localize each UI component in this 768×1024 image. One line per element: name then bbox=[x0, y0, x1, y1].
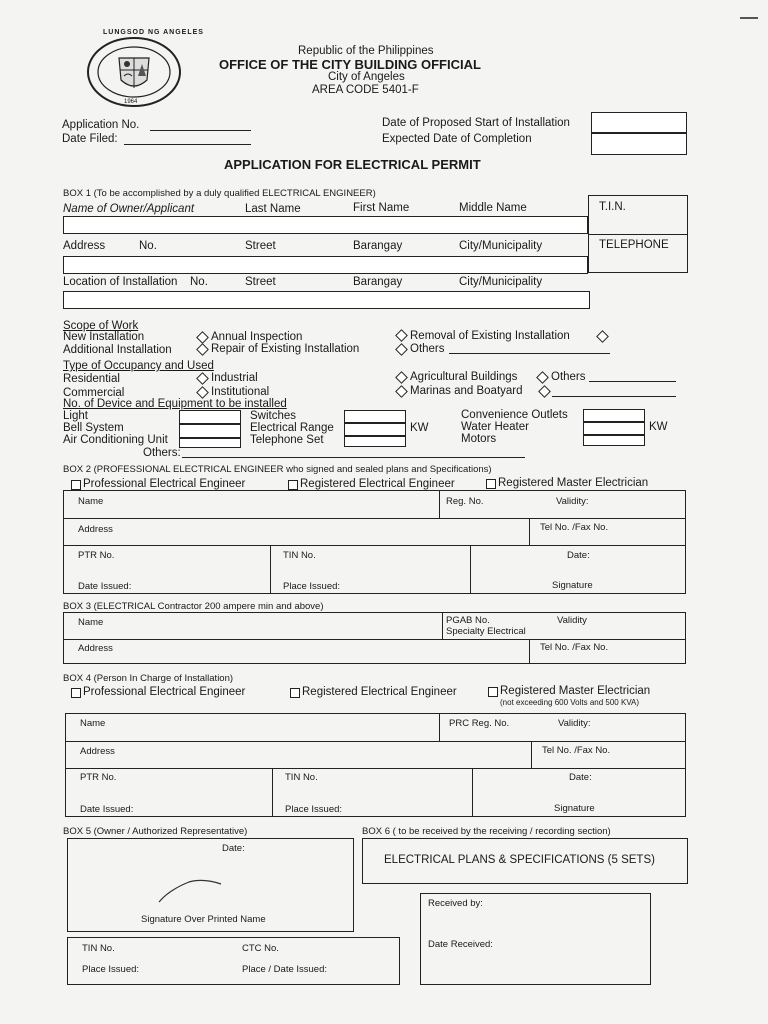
application-no-label: Application No. bbox=[62, 119, 140, 131]
box2-telfax-label: Tel No. /Fax No. bbox=[540, 522, 609, 533]
box2-place-issued-label: Place Issued: bbox=[283, 581, 341, 592]
switches-label: Switches bbox=[250, 410, 297, 422]
address-city-label: City/Municipality bbox=[459, 240, 543, 252]
scan-edge-mark bbox=[740, 17, 758, 19]
location-field[interactable] bbox=[63, 291, 590, 309]
box2-ree-label: Registered Electrical Engineer bbox=[300, 478, 455, 490]
box4-validity-label: Validity: bbox=[558, 718, 591, 729]
new-installation-label: New Installation bbox=[63, 331, 145, 343]
box2-address-label: Address bbox=[78, 524, 113, 535]
address-field[interactable] bbox=[63, 256, 588, 274]
commercial-label: Commercial bbox=[63, 387, 125, 399]
box3-validity-label: Validity bbox=[557, 615, 587, 626]
range-kw-label: KW bbox=[410, 422, 429, 434]
box6-date-received-label: Date Received: bbox=[428, 939, 493, 950]
box4-rme-label: Registered Master Electrician bbox=[500, 685, 651, 697]
outlets-field[interactable] bbox=[583, 409, 645, 422]
tin-label: T.I.N. bbox=[599, 201, 626, 213]
others-scope-field[interactable] bbox=[449, 353, 610, 354]
institutional-option[interactable] bbox=[196, 386, 209, 399]
box4-telfax-label: Tel No. /Fax No. bbox=[542, 745, 611, 756]
range-label: Electrical Range bbox=[250, 422, 334, 434]
last-name-label: Last Name bbox=[245, 203, 301, 215]
box5-title: BOX 5 (Owner / Authorized Representative) bbox=[63, 826, 248, 837]
box4-place-issued-label: Place Issued: bbox=[285, 804, 343, 815]
box3-pgab-label: PGAB No. bbox=[446, 615, 490, 626]
box2-date-label: Date: bbox=[567, 550, 590, 561]
box4-pee-checkbox[interactable] bbox=[71, 688, 81, 698]
box4-prc-label: PRC Reg. No. bbox=[449, 718, 510, 729]
box4-address-label: Address bbox=[80, 746, 115, 757]
box3-telfax-label: Tel No. /Fax No. bbox=[540, 642, 609, 653]
occupancy-title: Type of Occupancy and Used bbox=[63, 360, 214, 372]
box4-rme-note: (not exceeding 600 Volts and 500 KVA) bbox=[500, 698, 640, 707]
box2-rme-label: Registered Master Electrician bbox=[498, 477, 649, 489]
box3-title: BOX 3 (ELECTRICAL Contractor 200 ampere min and above) bbox=[63, 601, 324, 612]
industrial-option[interactable] bbox=[196, 372, 209, 385]
outlets-label: Convenience Outlets bbox=[461, 409, 568, 421]
scope-title: Scope of Work bbox=[63, 320, 139, 332]
industrial-label: Industrial bbox=[211, 372, 258, 384]
address-barangay-label: Barangay bbox=[353, 240, 403, 252]
box4-pee-label: Professional Electrical Engineer bbox=[83, 686, 246, 698]
box5-signature-label: Signature Over Printed Name bbox=[141, 914, 266, 925]
box2-pee-checkbox[interactable] bbox=[71, 480, 81, 490]
box4-title: BOX 4 (Person In Charge of Installation) bbox=[63, 673, 234, 684]
address-street-label: Street bbox=[245, 240, 276, 252]
box2-validity-label: Validity: bbox=[556, 496, 589, 507]
light-label: Light bbox=[63, 410, 88, 422]
box2-signature-label: Signature bbox=[552, 580, 593, 591]
owner-name-field[interactable] bbox=[63, 216, 588, 234]
removal-option[interactable] bbox=[395, 329, 408, 342]
residential-label: Residential bbox=[63, 373, 120, 385]
box3-specialty-label: Specialty Electrical bbox=[446, 626, 526, 637]
box5-tin-label: TIN No. bbox=[82, 943, 115, 954]
box2-rme-checkbox[interactable] bbox=[486, 479, 496, 489]
telset-field[interactable] bbox=[344, 436, 406, 447]
annual-inspection-option[interactable] bbox=[196, 331, 209, 344]
box4-rme-checkbox[interactable] bbox=[488, 687, 498, 697]
range-field[interactable] bbox=[344, 423, 406, 436]
heater-field[interactable] bbox=[583, 422, 645, 435]
motors-field[interactable] bbox=[583, 435, 645, 446]
institutional-label: Institutional bbox=[211, 386, 270, 398]
box2-ptr-label: PTR No. bbox=[78, 550, 115, 561]
box5-place-issued-label: Place Issued: bbox=[82, 964, 140, 975]
location-label: Location of Installation bbox=[63, 276, 178, 288]
box3-address-label: Address bbox=[78, 643, 113, 654]
first-name-label: First Name bbox=[353, 202, 410, 214]
box4-date-label: Date: bbox=[569, 772, 592, 783]
bell-label: Bell System bbox=[63, 422, 124, 434]
annual-inspection-label: Annual Inspection bbox=[211, 331, 303, 343]
box4-ree-label: Registered Electrical Engineer bbox=[302, 686, 457, 698]
seal-text: LUNGSOD NG ANGELES bbox=[103, 29, 204, 36]
middle-name-label: Middle Name bbox=[459, 202, 527, 214]
box5-date-label: Date: bbox=[222, 843, 245, 854]
location-street-label: Street bbox=[245, 276, 276, 288]
date-start-label: Date of Proposed Start of Installation bbox=[382, 117, 570, 129]
repair-option[interactable] bbox=[196, 343, 209, 356]
seal-emblem-icon bbox=[86, 36, 182, 108]
date-start-field[interactable] bbox=[591, 112, 687, 133]
location-city-label: City/Municipality bbox=[459, 276, 543, 288]
signature-mark-icon bbox=[155, 872, 225, 913]
repair-label: Repair of Existing Installation bbox=[211, 343, 360, 355]
application-no-field[interactable] bbox=[150, 130, 251, 131]
form-title: APPLICATION FOR ELECTRICAL PERMIT bbox=[224, 157, 481, 172]
marinas-extra-field[interactable] bbox=[552, 396, 676, 397]
seal-year: 1964 bbox=[124, 99, 138, 105]
light-field[interactable] bbox=[179, 410, 241, 424]
box3-name-label: Name bbox=[78, 617, 104, 628]
box1-title: BOX 1 (To be accomplished by a duly qualified ELECTRICAL ENGINEER) bbox=[63, 188, 376, 199]
city-seal bbox=[86, 36, 182, 108]
republic-line: Republic of the Philippines bbox=[298, 45, 434, 57]
box2-table bbox=[63, 490, 686, 594]
box3-table bbox=[63, 612, 686, 664]
date-completion-field[interactable] bbox=[591, 133, 687, 155]
address-no-label: No. bbox=[139, 240, 157, 252]
box6-plans-label: ELECTRICAL PLANS & SPECIFICATIONS (5 SETS) bbox=[384, 854, 655, 866]
devices-title: No. of Device and Equipment to be installed bbox=[63, 398, 287, 410]
additional-installation-label: Additional Installation bbox=[63, 344, 172, 356]
box6-title: BOX 6 ( to be received by the receiving / recording section) bbox=[362, 826, 611, 837]
agricultural-option[interactable] bbox=[395, 371, 408, 384]
telephone-label: TELEPHONE bbox=[599, 239, 669, 251]
city-line: City of Angeles bbox=[328, 71, 405, 83]
address-label: Address bbox=[63, 240, 106, 252]
box2-date-issued-label: Date Issued: bbox=[78, 581, 132, 592]
others-devices-label: Others: bbox=[143, 447, 181, 459]
box2-pee-label: Professional Electrical Engineer bbox=[83, 478, 246, 490]
box2-name-label: Name bbox=[78, 496, 104, 507]
others-scope-label: Others bbox=[410, 343, 445, 355]
office-title: OFFICE OF THE CITY BUILDING OFFICIAL bbox=[219, 57, 481, 72]
box4-date-issued-label: Date Issued: bbox=[80, 804, 134, 815]
box5-place-date-label: Place / Date Issued: bbox=[242, 964, 328, 975]
box4-table bbox=[65, 713, 686, 817]
motors-label: Motors bbox=[461, 433, 497, 445]
box5-tin-box bbox=[67, 937, 400, 985]
marinas-label: Marinas and Boatyard bbox=[410, 385, 523, 397]
bell-field[interactable] bbox=[179, 424, 241, 438]
removal-label: Removal of Existing Installation bbox=[410, 330, 570, 342]
removal-extra-option[interactable] bbox=[596, 330, 609, 343]
area-code-line: AREA CODE 5401-F bbox=[312, 84, 419, 96]
box4-name-label: Name bbox=[80, 718, 106, 729]
others-occupancy-option[interactable] bbox=[536, 371, 549, 384]
box2-tin-label: TIN No. bbox=[283, 550, 316, 561]
box5-ctc-label: CTC No. bbox=[242, 943, 279, 954]
date-filed-label: Date Filed: bbox=[62, 133, 118, 145]
location-no-label: No. bbox=[190, 276, 208, 288]
telset-label: Telephone Set bbox=[250, 434, 324, 446]
box4-tin-label: TIN No. bbox=[285, 772, 318, 783]
heater-kw-label: KW bbox=[649, 421, 668, 433]
aircon-label: Air Conditioning Unit bbox=[63, 434, 168, 446]
box4-ptr-label: PTR No. bbox=[80, 772, 117, 783]
aircon-field[interactable] bbox=[179, 438, 241, 448]
box2-title: BOX 2 (PROFESSIONAL ELECTRICAL ENGINEER who signed and sealed plans and Specifications) bbox=[63, 464, 492, 475]
date-completion-label: Expected Date of Completion bbox=[382, 133, 532, 145]
heater-label: Water Heater bbox=[461, 421, 529, 433]
owner-name-label: Name of Owner/Applicant bbox=[63, 203, 195, 215]
box6-received-by-label: Received by: bbox=[428, 898, 483, 909]
others-scope-option[interactable] bbox=[395, 343, 408, 356]
marinas-option[interactable] bbox=[395, 385, 408, 398]
box2-regno-label: Reg. No. bbox=[446, 496, 484, 507]
date-filed-field[interactable] bbox=[124, 144, 251, 145]
box4-signature-label: Signature bbox=[554, 803, 595, 814]
others-devices-field[interactable] bbox=[182, 457, 525, 458]
others-occupancy-label: Others bbox=[551, 371, 586, 383]
location-barangay-label: Barangay bbox=[353, 276, 403, 288]
agricultural-label: Agricultural Buildings bbox=[410, 371, 518, 383]
box4-ree-checkbox[interactable] bbox=[290, 688, 300, 698]
switches-field[interactable] bbox=[344, 410, 406, 423]
box2-ree-checkbox[interactable] bbox=[288, 480, 298, 490]
marinas-extra-option[interactable] bbox=[538, 385, 551, 398]
others-occupancy-field[interactable] bbox=[589, 381, 676, 382]
